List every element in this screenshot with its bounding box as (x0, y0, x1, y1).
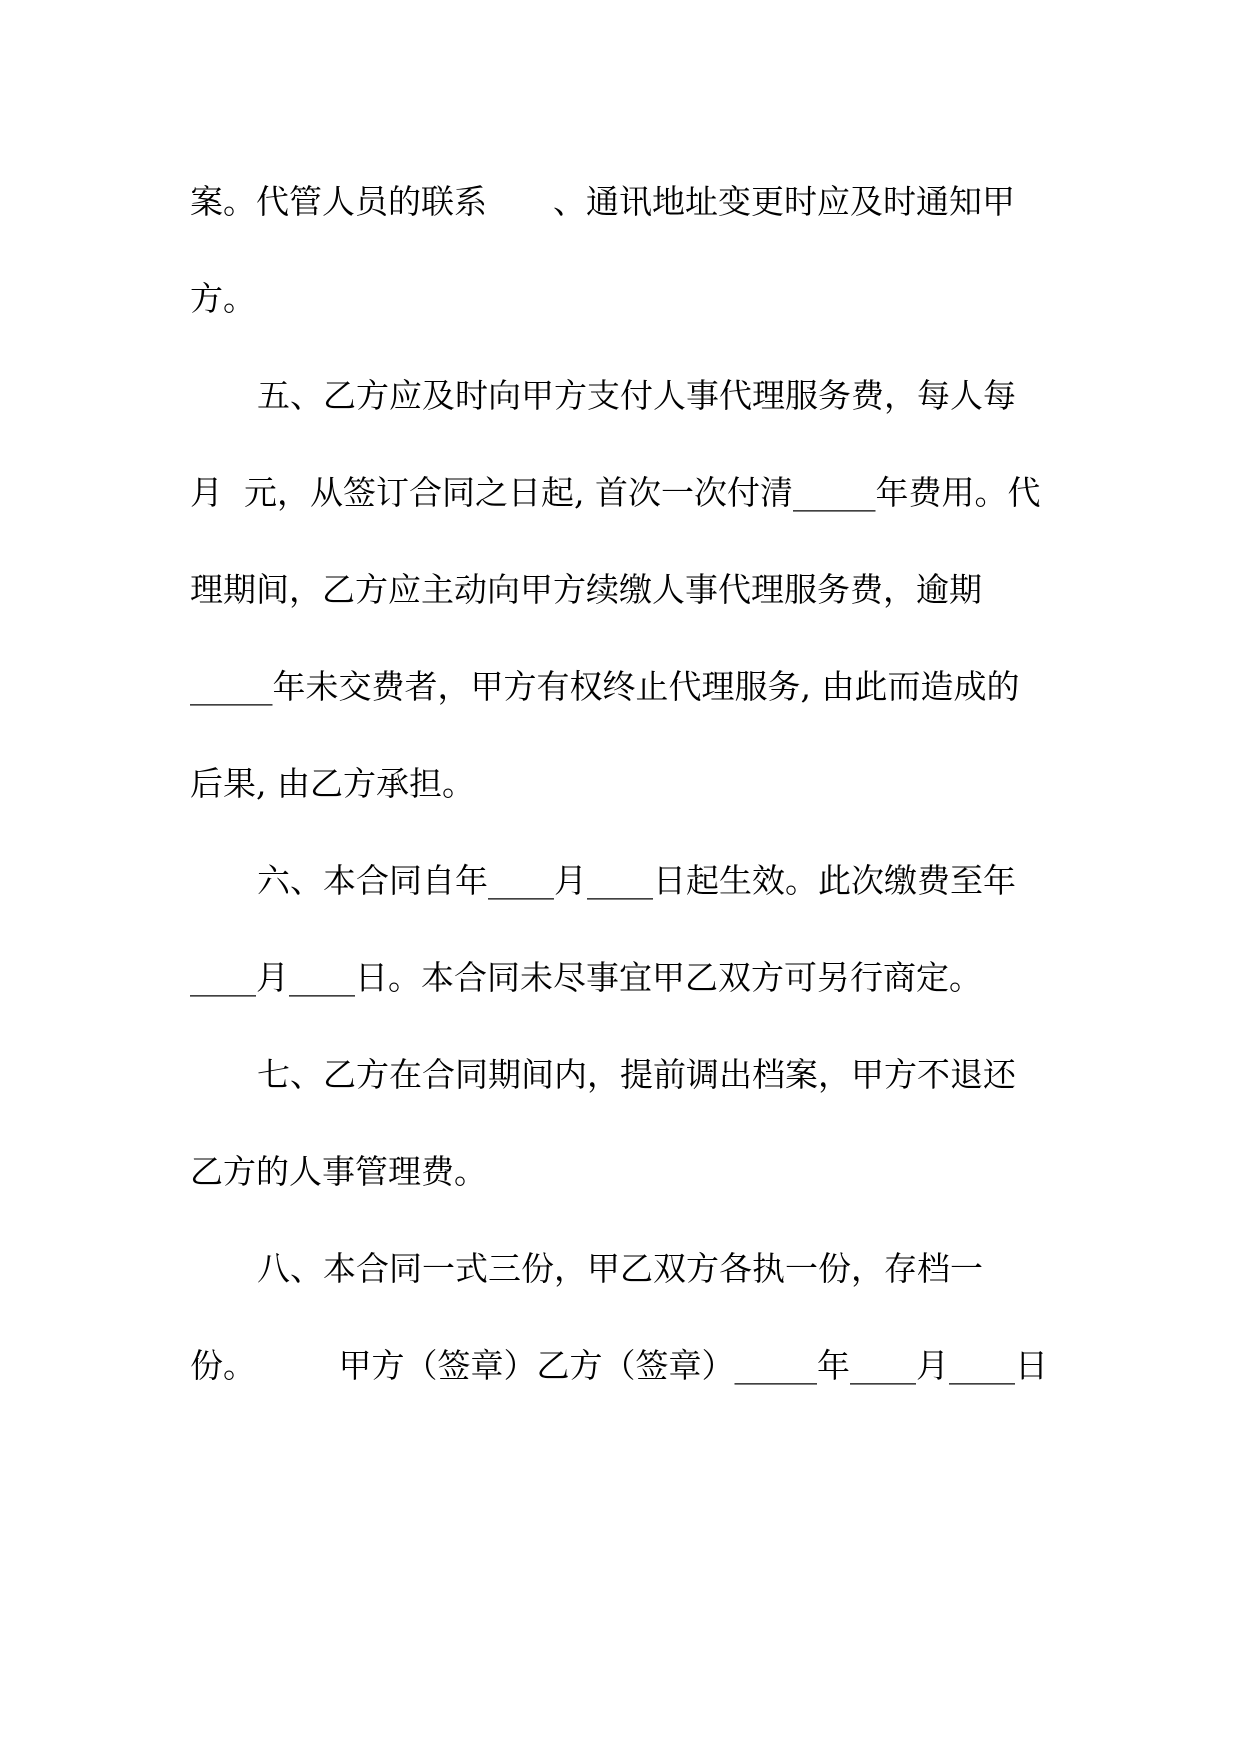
text-line-1: 案。代管人员的联系 、通讯地址变更时应及时通知甲 (190, 182, 1015, 221)
clause-5-line-1: 五、乙方应及时向甲方支付人事代理服务费，每人每 (257, 376, 1016, 415)
clause-7-line-2: 乙方的人事管理费。 (190, 1152, 487, 1191)
clause-6-line-1: 六、本合同自年____月____日起生效。此次缴费至年 (257, 861, 1016, 900)
clause-5-line-5: 后果, 由乙方承担。 (190, 764, 475, 803)
signature-line: 份。 甲方（签章）乙方（签章）_____年____月____日 (190, 1346, 1048, 1385)
text-line-2: 方。 (190, 279, 256, 318)
clause-6-line-2: ____月____日。本合同未尽事宜甲乙双方可另行商定。 (190, 958, 982, 997)
clause-8-line-1: 八、本合同一式三份，甲乙双方各执一份，存档一 (257, 1249, 983, 1288)
clause-7-line-1: 七、乙方在合同期间内，提前调出档案，甲方不退还 (257, 1055, 1016, 1094)
clause-5-line-3: 理期间，乙方应主动向甲方续缴人事代理服务费，逾期 (190, 570, 982, 609)
clause-5-line-2: 月 元，从签订合同之日起, 首次一次付清_____年费用。代 (190, 473, 1041, 512)
clause-5-line-4: _____年未交费者，甲方有权终止代理服务, 由此而造成的 (190, 667, 1020, 706)
